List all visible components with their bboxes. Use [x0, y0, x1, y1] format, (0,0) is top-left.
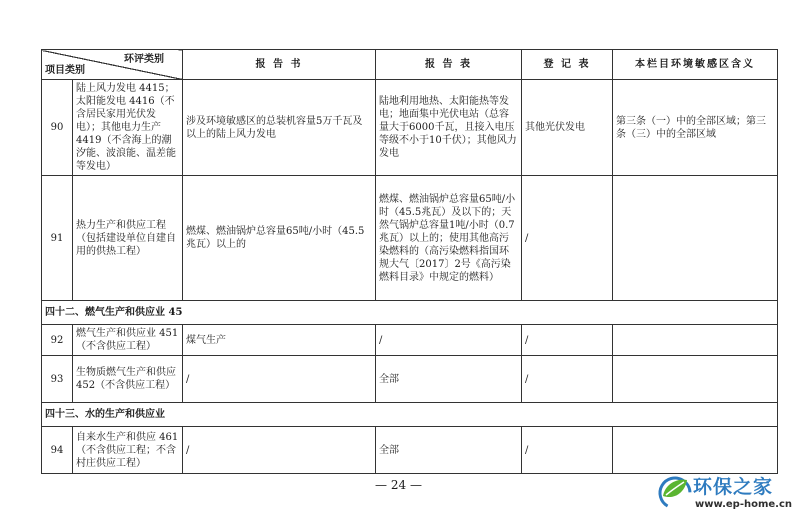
section-row: [42, 301, 778, 325]
brand-url: www.ep-home.cn: [695, 499, 793, 510]
report-book-cell: 涉及环境敏感区的总装机容量5万千瓦及以上的陆上风力发电: [183, 80, 376, 176]
report-book-cell: 燃煤、燃油锅炉总容量65吨/小时（45.5兆瓦）以上的: [183, 176, 376, 301]
report-book-cell: /: [183, 427, 376, 474]
eia-category-table: [41, 49, 778, 474]
report-form-cell: 陆地利用地热、太阳能热等发电；地面集中光伏电站（总容量大于6000千瓦，且接入电压等级不小于10千伏）；其他风力发电: [376, 80, 522, 176]
row-number: 93: [42, 356, 73, 403]
table-header-row: [42, 50, 778, 80]
leaf-logo-icon: [657, 474, 693, 510]
row-number: 94: [42, 427, 73, 474]
project-category: 陆上风力发电 4415；太阳能发电 4416（不含居民家用光伏发电）；其他电力生产 4419（不含海上的潮汐能、波浪能、温差能等发电）: [73, 80, 183, 176]
sensitive-area-cell: [613, 356, 778, 403]
table-row: [42, 427, 778, 474]
sensitive-area-cell: [613, 427, 778, 474]
table-row: [42, 176, 778, 301]
header-registration-form: 登 记 表: [522, 50, 613, 80]
report-form-cell: 燃煤、燃油锅炉总容量65吨/小时（45.5兆瓦）及以下的；天然气锅炉总容量1吨/小时（0.7兆瓦）以上的；使用其他高污染燃料的（高污染燃料指国环规大气〔2017〕2号《高污染燃料目录》中规定的燃料）: [376, 176, 522, 301]
section-heading-42: 四十二、燃气生产和供应业 45: [42, 301, 778, 325]
row-number: 91: [42, 176, 73, 301]
header-report-form: 报 告 表: [376, 50, 522, 80]
table-row: [42, 356, 778, 403]
project-category: 燃气生产和供应业 451（不含供应工程）: [73, 325, 183, 356]
registration-cell: /: [522, 325, 613, 356]
registration-cell: /: [522, 427, 613, 474]
table-row: [42, 325, 778, 356]
page-number: — 24 —: [375, 478, 422, 492]
report-book-cell: 煤气生产: [183, 325, 376, 356]
project-category: 热力生产和供应工程（包括建设单位自建自用的供热工程）: [73, 176, 183, 301]
registration-cell: /: [522, 176, 613, 301]
project-category: 自来水生产和供应 461（不含供应工程；不含村庄供应工程）: [73, 427, 183, 474]
diagonal-header-cell: [42, 50, 183, 80]
section-heading-43: 四十三、水的生产和供应业: [42, 403, 778, 427]
brand-name: 环保之家: [693, 476, 774, 498]
registration-cell: 其他光伏发电: [522, 80, 613, 176]
row-number: 90: [42, 80, 73, 176]
sensitive-area-cell: [613, 176, 778, 301]
report-form-cell: 全部: [376, 356, 522, 403]
report-form-cell: /: [376, 325, 522, 356]
sensitive-area-cell: 第三条（一）中的全部区域；第三条（三）中的全部区域: [613, 80, 778, 176]
header-report-book: 报 告 书: [183, 50, 376, 80]
project-category: 生物质燃气生产和供应 452（不含供应工程）: [73, 356, 183, 403]
row-number: 92: [42, 325, 73, 356]
report-book-cell: /: [183, 356, 376, 403]
section-row: [42, 403, 778, 427]
header-eia-category: 环评类别: [124, 54, 164, 65]
sensitive-area-cell: [613, 325, 778, 356]
report-form-cell: 全部: [376, 427, 522, 474]
header-project-category: 项目类别: [45, 65, 85, 76]
table-row: [42, 80, 778, 176]
registration-cell: /: [522, 356, 613, 403]
watermark-logo: [657, 474, 797, 514]
header-sensitive-area: 本栏目环境敏感区含义: [613, 50, 778, 80]
